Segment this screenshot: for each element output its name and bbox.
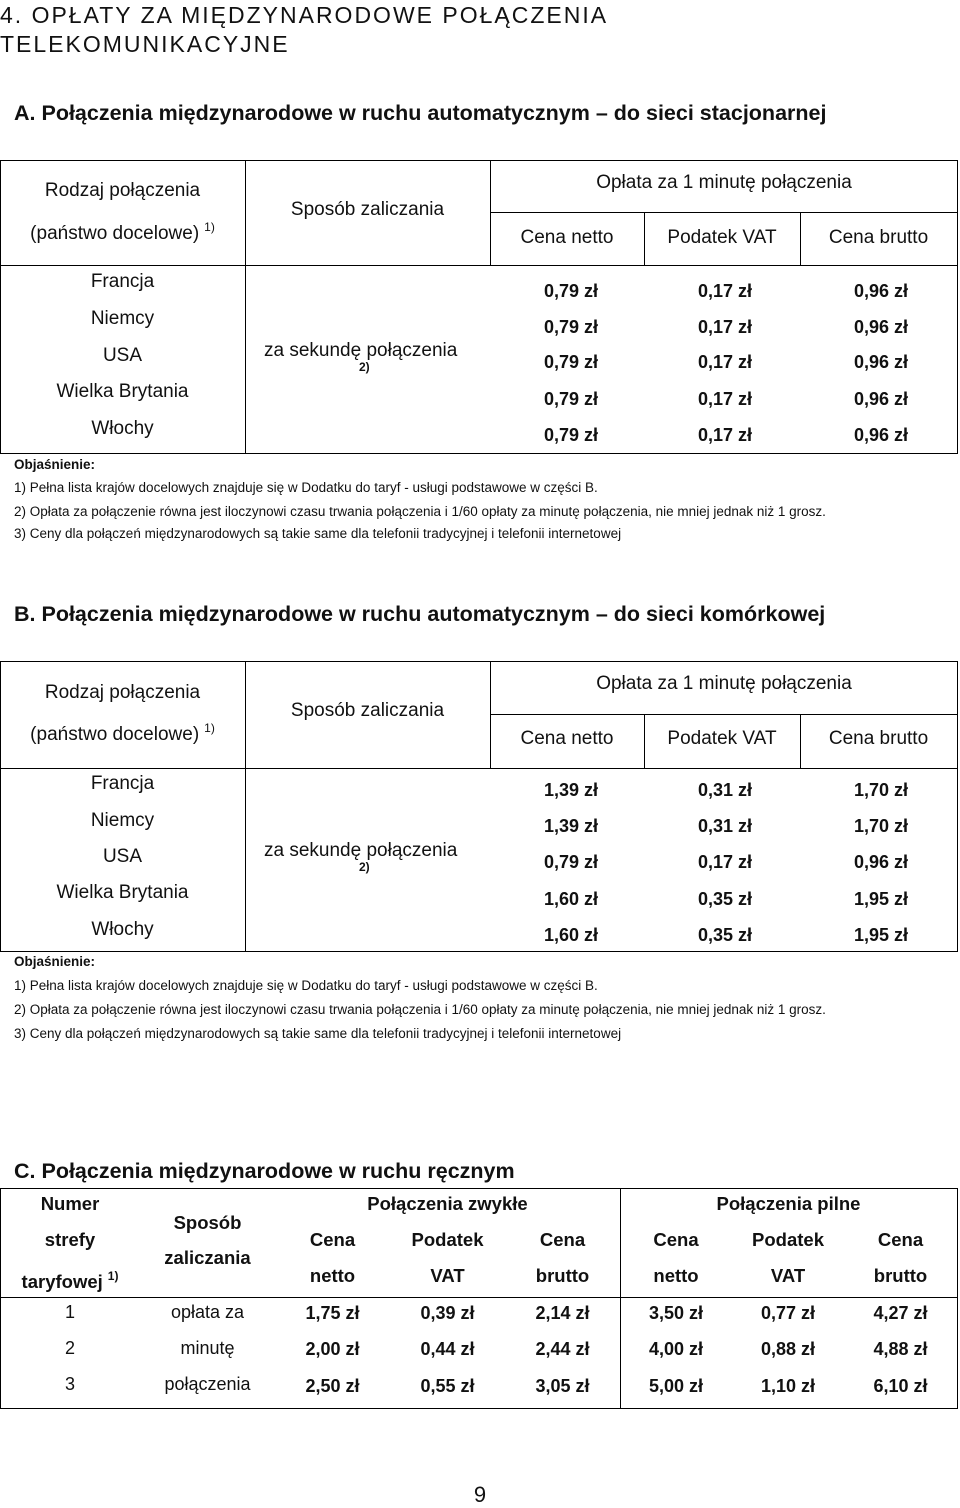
price-brutto: 0,96 zł [853,425,908,445]
price-vat: 0,35 zł [697,925,752,945]
section-b-title: B. Połączenia międzynarodowe w ruchu automatycznym – do sieci komórkowej [14,602,826,626]
header-mode: zaliczania [164,1247,251,1268]
footnote: 3) Ceny dla połączeń międzynarodowych są takie same dla telefonii tradycyjnej i telefonii internetowej [14,1026,622,1041]
country-cell: Wielka Brytania [56,882,189,903]
price-urgent-netto: 3,50 zł [648,1303,704,1323]
price-urgent-vat: 0,88 zł [760,1339,816,1359]
price-urgent-netto: 4,00 zł [648,1339,704,1359]
price-vat: 0,17 zł [697,389,752,409]
notes-title: Objaśnienie: [14,954,96,969]
price-urgent-brutto: 4,88 zł [873,1339,928,1359]
price-brutto: 1,70 zł [853,816,908,836]
price-netto: 1,39 zł [543,816,598,836]
billing-mode-footnote: 2) [359,360,370,374]
header-fee: Opłata za 1 minutę połączenia [596,172,852,193]
header-podatek: Podatek [411,1229,484,1250]
price-urgent-vat: 1,10 zł [760,1376,816,1396]
table-border [957,1188,958,1409]
zone-number: 2 [64,1338,75,1358]
table-border [0,661,958,662]
price-vat: 0,31 zł [697,816,752,836]
header-netto: Cena netto [520,227,614,248]
price-brutto: 0,96 zł [853,281,908,301]
billing-mode: za sekundę połączenia [264,340,458,361]
footnote: 2) Opłata za połączenie równa jest iloczynowi czasu trwania połączenia i 1/60 opłaty za minutę połączenia, nie mniej jednak niż 1 grosz. [14,504,826,519]
table-border [0,1297,1,1298]
country-cell: USA [102,846,143,867]
price-brutto: 1,95 zł [853,889,908,909]
price-netto: 0,79 zł [543,852,598,872]
price-brutto: 1,70 zł [853,780,908,800]
header-mode: Sposób zaliczania [290,199,445,220]
header-zone: taryfowej $^{1)}$ [21,1269,119,1292]
header-netto: netto [309,1265,356,1286]
footnote: 1) Pełna lista krajów docelowych znajduje się w Dodatku do taryf - usługi podstawowe w części B. [14,978,598,993]
price-urgent-brutto: 4,27 zł [873,1303,928,1323]
header-vat: VAT [770,1265,806,1286]
country-cell: USA [102,345,143,366]
country-cell: Włochy [91,919,154,940]
country-cell: Francja [90,271,155,292]
section-a-title: A. Połączenia międzynarodowe w ruchu automatycznym – do sieci stacjonarnej [14,101,827,125]
price-normal-vat: 0,44 zł [420,1339,475,1359]
table-border [0,453,958,454]
header-normal: Połączenia zwykłe [367,1193,528,1214]
billing-mode: opłata za [170,1302,245,1322]
header-vat: Podatek VAT [667,227,777,248]
billing-mode: minutę [180,1338,235,1358]
table-border [0,160,1,454]
footnote: 2) Opłata za połączenie równa jest iloczynowi czasu trwania połączenia i 1/60 opłaty za minutę połączenia, nie mniej jednak niż 1 grosz. [14,1002,826,1017]
header-cena: Cena [877,1229,924,1250]
price-netto: 0,79 zł [543,352,598,372]
country-cell: Włochy [91,418,154,439]
header-cena: Cena [309,1229,356,1250]
header-brutto: brutto [873,1265,928,1286]
price-netto: 0,79 zł [543,317,598,337]
price-netto: 0,79 zł [543,281,598,301]
price-urgent-vat: 0,77 zł [760,1303,816,1323]
header-type-sub: (państwo docelowe) $^{1)}$ [30,220,215,244]
price-vat: 0,17 zł [697,317,752,337]
price-normal-brutto: 3,05 zł [535,1376,590,1396]
billing-mode: za sekundę połączenia [264,840,458,861]
price-brutto: 0,96 zł [853,852,908,872]
price-vat: 0,17 zł [697,852,752,872]
country-cell: Wielka Brytania [56,381,189,402]
notes-title: Objaśnienie: [14,457,96,472]
billing-mode: połączenia [164,1374,251,1394]
table-border [490,714,958,715]
table-border [0,768,958,769]
chapter-title-line1: 4. OPŁATY ZA MIĘDZYNARODOWE POŁĄCZENIA [0,2,609,28]
price-normal-netto: 1,75 zł [305,1303,360,1323]
price-normal-vat: 0,39 zł [420,1303,475,1323]
table-border [0,265,958,266]
footnote: 3) Ceny dla połączeń międzynarodowych są takie same dla telefonii tradycyjnej i telefonii internetowej [14,526,622,541]
table-border [0,1297,958,1298]
table-border [490,212,958,213]
page-number: 9 [473,1482,487,1507]
price-vat: 0,17 zł [697,425,752,445]
header-brutto: Cena brutto [828,227,929,248]
country-cell: Niemcy [90,308,155,329]
section-c-title: C. Połączenia międzynarodowe w ruchu ręcznym [14,1159,515,1183]
header-type-sub: (państwo docelowe) $^{1)}$ [30,721,215,745]
country-cell: Francja [90,773,155,794]
zone-number: 1 [64,1302,75,1322]
price-netto: 0,79 zł [543,425,598,445]
price-normal-netto: 2,00 zł [305,1339,360,1359]
price-normal-brutto: 2,44 zł [535,1339,590,1359]
header-fee: Opłata za 1 minutę połączenia [596,673,852,694]
header-cena: Cena [539,1229,586,1250]
table-border [0,951,958,952]
price-vat: 0,17 zł [697,281,752,301]
header-vat: Podatek VAT [667,728,777,749]
price-netto: 1,39 zł [543,780,598,800]
country-cell: Niemcy [90,810,155,831]
price-netto: 1,60 zł [543,889,598,909]
table-border [0,1408,958,1409]
header-vat: VAT [430,1265,465,1286]
price-vat: 0,35 zł [697,889,752,909]
table-border [0,661,1,952]
header-cena: Cena [653,1229,699,1250]
price-urgent-netto: 5,00 zł [648,1376,704,1396]
price-brutto: 0,96 zł [853,317,908,337]
header-mode: Sposób zaliczania [290,700,445,721]
table-border [0,1188,958,1189]
price-netto: 1,60 zł [543,925,598,945]
zone-number: 3 [64,1374,75,1394]
header-urgent: Połączenia pilne [716,1193,861,1214]
price-vat: 0,31 zł [697,780,752,800]
header-brutto: brutto [535,1265,590,1286]
price-normal-netto: 2,50 zł [305,1376,360,1396]
chapter-title-line2: TELEKOMUNIKACYJNE [0,31,290,57]
header-netto: Cena netto [520,728,614,749]
table-border [957,661,958,952]
header-podatek: Podatek [752,1229,824,1250]
table-border [957,160,958,454]
price-urgent-brutto: 6,10 zł [873,1376,928,1396]
header-mode: Sposób [173,1212,242,1233]
header-netto: netto [653,1265,699,1286]
price-netto: 0,79 zł [543,389,598,409]
header-zone: Numer [40,1193,100,1214]
price-normal-vat: 0,55 zł [420,1376,475,1396]
price-brutto: 0,96 zł [853,389,908,409]
price-normal-brutto: 2,14 zł [535,1303,590,1323]
header-zone: strefy [44,1229,96,1250]
billing-mode-footnote: 2) [359,860,370,874]
footnote: 1) Pełna lista krajów docelowych znajduje się w Dodatku do taryf - usługi podstawowe w części B. [14,480,598,495]
header-type: Rodzaj połączenia [44,180,201,201]
table-border [0,160,958,161]
header-type: Rodzaj połączenia [44,682,201,703]
header-brutto: Cena brutto [828,728,929,749]
price-vat: 0,17 zł [697,352,752,372]
price-brutto: 1,95 zł [853,925,908,945]
price-brutto: 0,96 zł [853,352,908,372]
